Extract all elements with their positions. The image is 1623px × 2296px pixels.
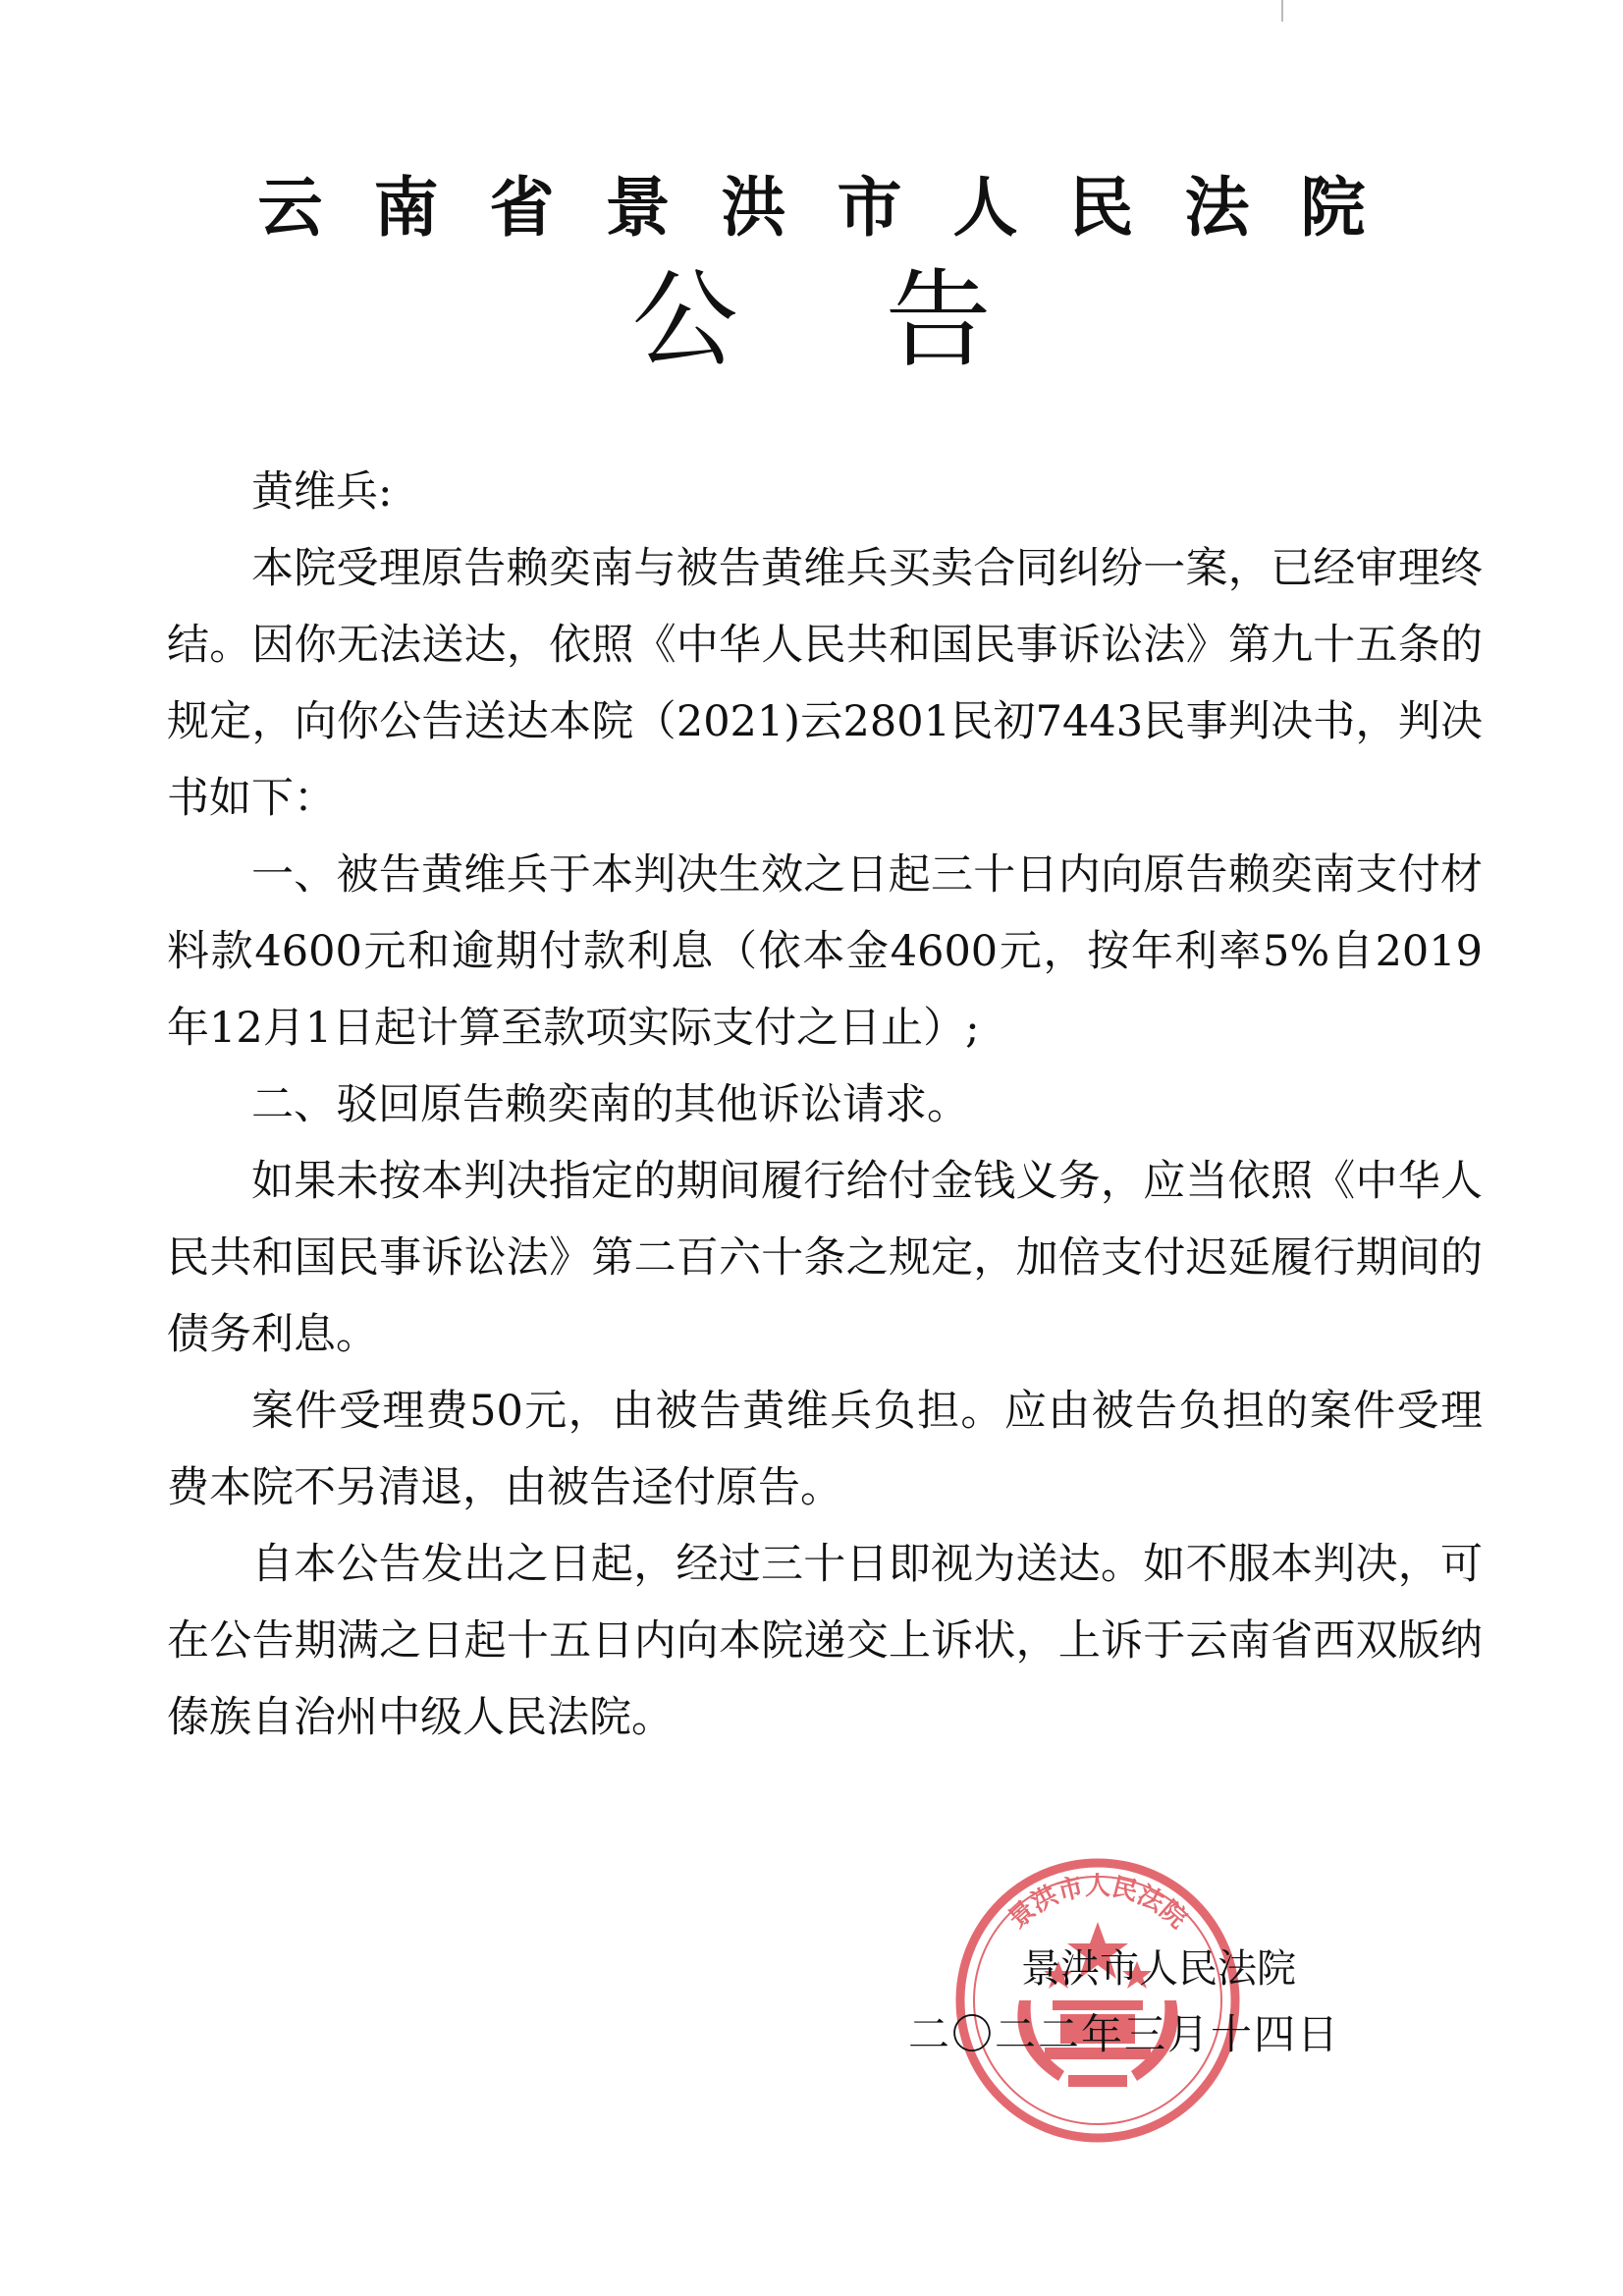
paragraph-judgment-item-2: 二、驳回原告赖奕南的其他诉讼请求。	[251, 1080, 969, 1129]
court-seal-icon	[950, 1853, 1245, 2148]
signing-date: 二〇二二年三月十四日	[908, 2010, 1341, 2058]
paragraph-service-appeal: 自本公告发出之日起，经过三十日即视为送达。如不服本判决，可在公告期满之日起十五日内向本院递交上诉状，上诉于云南省西双版纳傣族自治州中级人民法院。	[167, 1540, 1483, 1742]
notice-title: 公告	[631, 259, 1139, 382]
seal-ring-text: 景洪市人民法院	[1002, 1872, 1193, 1935]
paragraph-case-intro: 本院受理原告赖奕南与被告黄维兵买卖合同纠纷一案，已经审理终结。因你无法送达，依照《中华人民共和国民事诉讼法》第九十五条的规定，向你公告送达本院（2021)云2801民初7443民事判决书，判决书如下：	[167, 544, 1483, 823]
paragraph-case-fee: 案件受理费50元，由被告黄维兵负担。应由被告负担的案件受理费本院不另清退，由被告迳付原告。	[167, 1387, 1483, 1512]
court-name-heading: 云南省景洪市人民法院	[257, 170, 1417, 246]
paragraph-judgment-item-1: 一、被告黄维兵于本判决生效之日起三十日内向原告赖奕南支付材料款4600元和逾期付款利息（依本金4600元，按年利率5%自2019年12月1日起计算至款项实际支付之日止）;	[167, 850, 1483, 1053]
signing-court: 景洪市人民法院	[1021, 1946, 1296, 1992]
paragraph-delay-interest: 如果未按本判决指定的期间履行给付金钱义务，应当依照《中华人民共和国民事诉讼法》第二百六十条之规定，加倍支付迟延履行期间的债务利息。	[167, 1157, 1483, 1359]
addressee: 黄维兵:	[251, 467, 393, 517]
